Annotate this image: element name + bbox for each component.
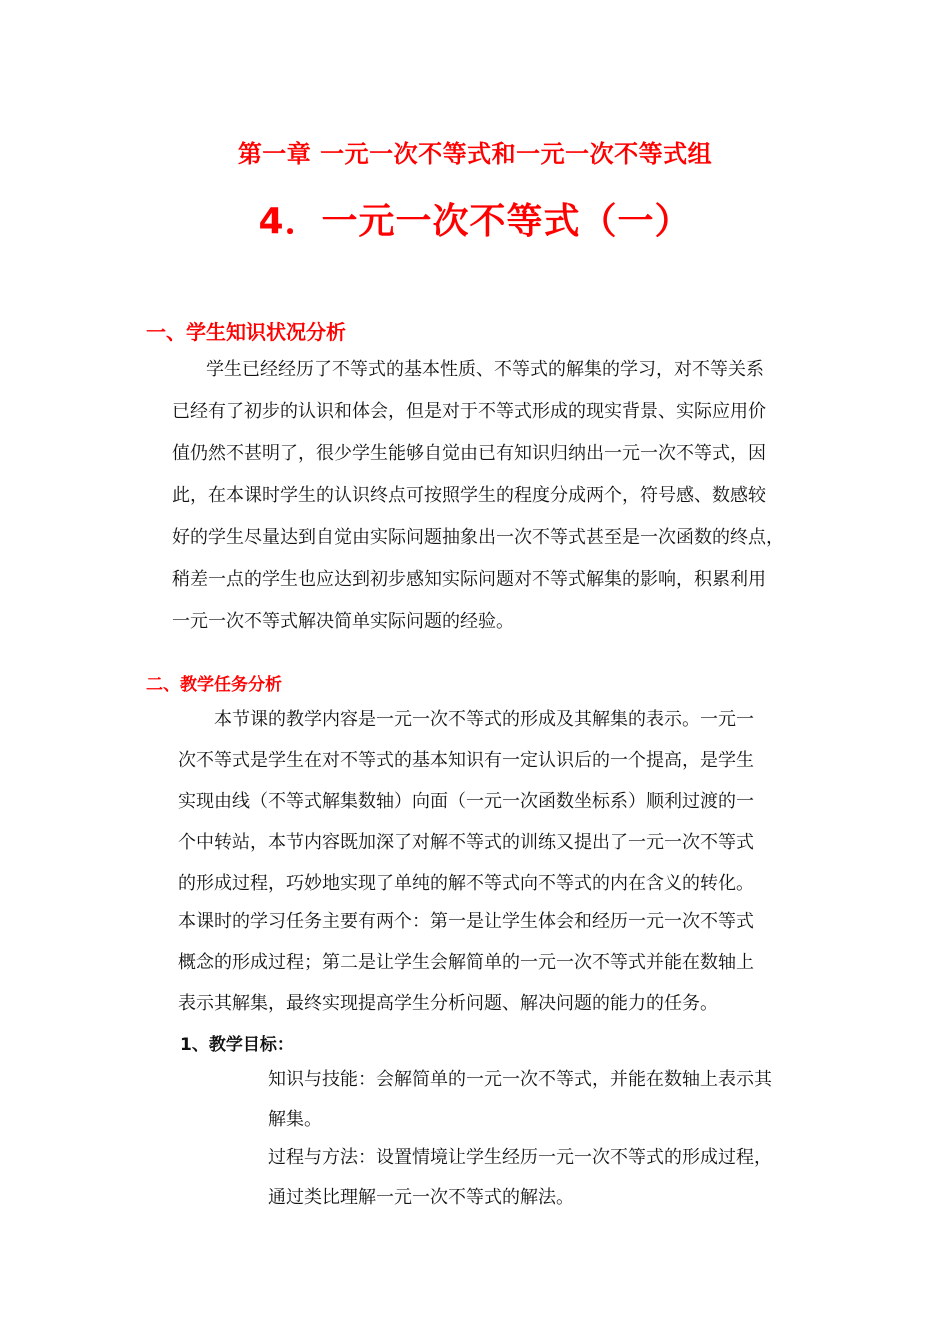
paragraph-line: 实现由线（不等式解集数轴）向面（一元一次函数坐标系）顺利过渡的一 [178,791,754,812]
paragraph-line: 个中转站，本节内容既加深了对解不等式的训练又提出了一元一次不等式 [178,832,754,853]
paragraph-line: 概念的形成过程；第二是让学生会解简单的一元一次不等式并能在数轴上 [178,952,754,973]
paragraph-line: 表示其解集，最终实现提高学生分析问题、解决问题的能力的任务。 [178,993,718,1014]
paragraph-line: 此，在本课时学生的认识终点可按照学生的程度分成两个，符号感、数感较 [172,485,766,506]
objective-line: 知识与技能：会解简单的一元一次不等式，并能在数轴上表示其 [268,1069,772,1090]
paragraph-line: 次不等式是学生在对不等式的基本知识有一定认识后的一个提高，是学生 [178,750,754,771]
paragraph-line: 本课时的学习任务主要有两个：第一是让学生体会和经历一元一次不等式 [178,911,754,932]
paragraph-line: 已经有了初步的认识和体会，但是对于不等式形成的现实背景、实际应用价 [172,401,766,422]
section-heading-1: 一、学生知识状况分析 [146,320,346,344]
paragraph-line: 学生已经经历了不等式的基本性质、不等式的解集的学习，对不等关系 [206,359,764,380]
paragraph-line: 本节课的教学内容是一元一次不等式的形成及其解集的表示。一元一 [214,709,754,730]
objective-line: 通过类比理解一元一次不等式的解法。 [268,1187,574,1208]
section-heading-2: 二、教学任务分析 [146,675,282,695]
paragraph-line: 的形成过程，巧妙地实现了单纯的解不等式向不等式的内在含义的转化。 [178,873,754,894]
teaching-objectives-heading: 1、教学目标： [180,1035,294,1055]
paragraph-line: 稍差一点的学生也应达到初步感知实际问题对不等式解集的影响，积累利用 [172,569,766,590]
objective-line: 过程与方法：设置情境让学生经历一元一次不等式的形成过程， [268,1147,772,1168]
lesson-title: 4．一元一次不等式（一） [258,201,692,242]
objective-line: 解集。 [268,1109,322,1130]
paragraph-line: 一元一次不等式解决简单实际问题的经验。 [172,611,514,632]
chapter-title: 第一章 一元一次不等式和一元一次不等式组 [237,140,713,168]
paragraph-line: 好的学生尽量达到自觉由实际问题抽象出一次不等式甚至是一次函数的终点， [172,527,784,548]
paragraph-line: 值仍然不甚明了，很少学生能够自觉由已有知识归纳出一元一次不等式，因 [172,443,766,464]
